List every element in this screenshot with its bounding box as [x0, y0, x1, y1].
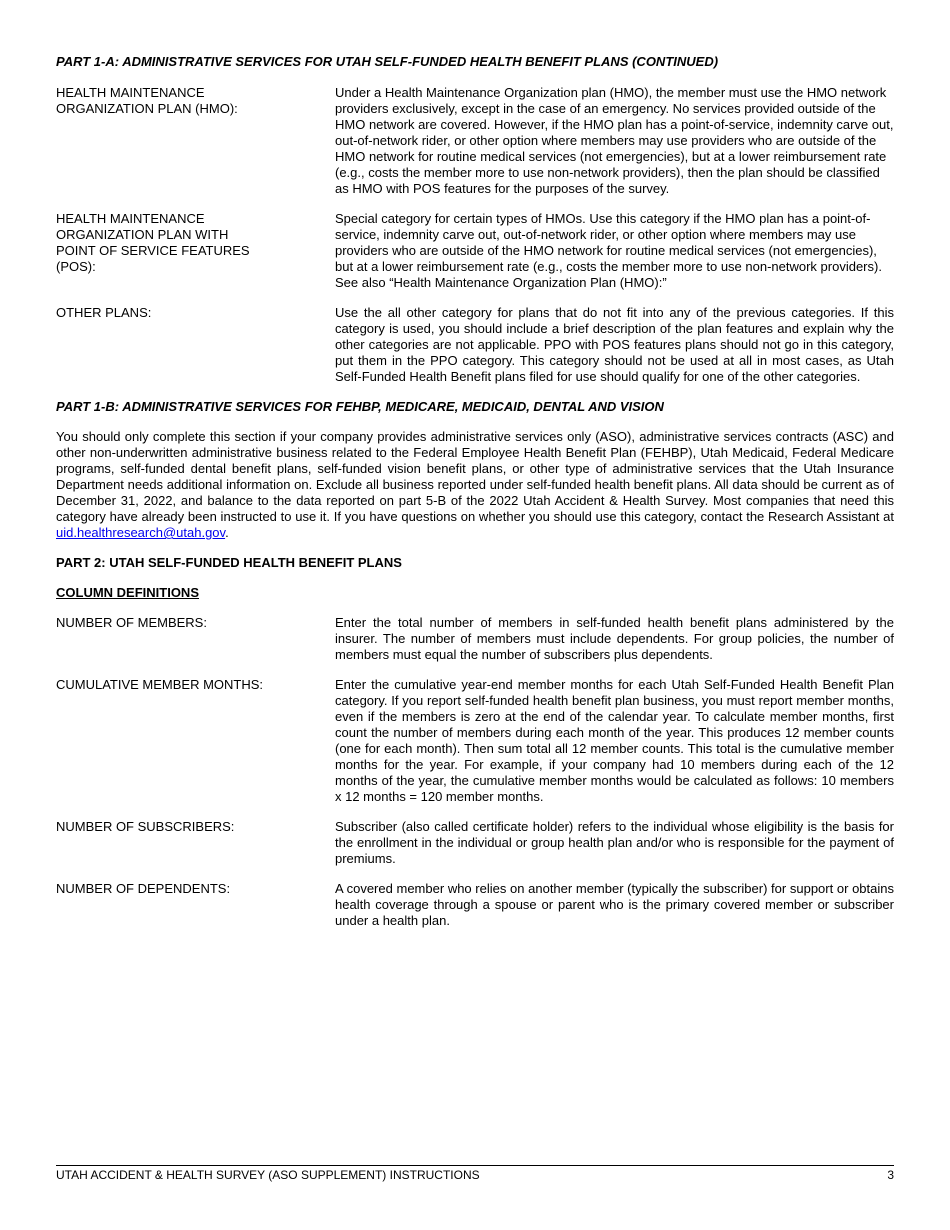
column-definitions-heading: COLUMN DEFINITIONS	[56, 585, 199, 600]
definition-text: Subscriber (also called certificate holder) refers to the individual whose eligibility is the basis for the enrollment in the individual or group health plan and/or who is responsible for the payment of premiums.	[335, 819, 894, 866]
page-footer	[56, 1165, 894, 1182]
definition-row-hmo	[56, 85, 894, 197]
definition-term: NUMBER OF SUBSCRIBERS:	[56, 819, 235, 834]
research-email-link[interactable]: uid.healthresearch@utah.gov	[56, 525, 226, 540]
definition-row-members	[56, 615, 894, 663]
definition-text: Enter the total number of members in self-funded health benefit plans administered by the insurer. The number of members must include dependents. For group policies, the number of members must equal the number of subscribers plus dependents.	[335, 615, 894, 662]
part-1b-text: You should only complete this section if your company provides administrative services only (ASO), administrative services contracts (ASC) and other non-underwritten administrative business related to the Federal Employee Health Benefit Plan (FEHBP), Utah Medicaid, Federal Medicare programs, self-funded dental benefit plans, self-funded vision benefit plans, or other type of administrative services that the Utah Insurance Department needs additional information on. Exclude all business reported under self-funded health benefit plans. All data should be current as of December 31, 2022, and balance to the data reported on part 5-B of the 2022 Utah Accident & Health Survey. Most companies that need this category have already been instructed to use it. If you have questions on whether you should use this category, contact the Research Assistant at	[56, 429, 894, 524]
definition-row-dependents	[56, 881, 894, 929]
definition-row-member-months	[56, 677, 894, 805]
definition-term: CUMULATIVE MEMBER MONTHS:	[56, 677, 264, 692]
part-1b-paragraph	[56, 429, 894, 541]
definition-text: A covered member who relies on another member (typically the subscriber) for support or obtains health coverage through a spouse or parent who is the primary covered member or subscriber under a health plan.	[335, 881, 894, 928]
definition-term: NUMBER OF MEMBERS:	[56, 615, 207, 630]
definition-row-subscribers	[56, 819, 894, 867]
page-number: 3	[887, 1168, 894, 1182]
definition-row-pos	[56, 211, 894, 291]
definition-term: HEALTH MAINTENANCE ORGANIZATION PLAN WITH POINT OF SERVICE FEATURES (POS):	[56, 211, 250, 274]
definition-text: Enter the cumulative year-end member months for each Utah Self-Funded Health Benefit Plan category. If you report self-funded health benefit plan business, you must report member months, even if the members is zero at the end of the calendar year. To calculate member months, first count the number of members during each month of the year. This produces 12 member counts (one for each month). Then sum total all 12 member counts. This total is the cumulative member months for the year. For example, if your company had 10 members during each of the 12 months of the year, the cumulative member months would be calculated as follows: 10 members x 12 months = 120 member months.	[335, 677, 894, 804]
part-1b-period: .	[225, 525, 229, 540]
part-2-heading: PART 2: UTAH SELF-FUNDED HEALTH BENEFIT PLANS	[56, 555, 402, 570]
part-1b-heading: PART 1-B: ADMINISTRATIVE SERVICES FOR FEHBP, MEDICARE, MEDICAID, DENTAL AND VISION	[56, 399, 664, 414]
definition-term: OTHER PLANS:	[56, 305, 152, 320]
part-1a-heading: PART 1-A: ADMINISTRATIVE SERVICES FOR UTAH SELF-FUNDED HEALTH BENEFIT PLANS (CONTINUED)	[56, 54, 719, 69]
footer-title: UTAH ACCIDENT & HEALTH SURVEY (ASO SUPPLEMENT) INSTRUCTIONS	[56, 1168, 480, 1182]
definition-term: HEALTH MAINTENANCE ORGANIZATION PLAN (HMO):	[56, 85, 238, 116]
definition-term: NUMBER OF DEPENDENTS:	[56, 881, 231, 896]
document-page	[56, 54, 894, 929]
definition-text: Under a Health Maintenance Organization plan (HMO), the member must use the HMO network providers exclusively, except in the case of an emergency. No services provided outside of the HMO network are covered. However, if the HMO plan has a point-of-service, indemnity carve out, out-of-network rider, or other option where members may use providers who are outside of the HMO network for routine medical services (not emergencies), but at a lower reimbursement rate (e.g., costs the member more to use non-network providers), then the plan should be classified as HMO with POS features for the purposes of the survey.	[335, 85, 894, 196]
definition-text: Special category for certain types of HMOs. Use this category if the HMO plan has a point-of-service, indemnity carve out, out-of-network rider, or other option where members may use providers who are outside of the HMO network for routine medical services (not emergencies), but at a lower reimbursement rate (e.g., costs the member more to use non-network providers). See also “Health Maintenance Organization Plan (HMO):”	[335, 211, 882, 290]
definition-row-other-plans	[56, 305, 894, 385]
definition-text: Use the all other category for plans that do not fit into any of the previous categories. If this category is used, you should include a brief description of the plan features and explain why the other categories are not applicable. PPO with POS features plans should not go in this category, put them in the PPO category. This category should not be used at all in most cases, as Utah Self-Funded Health Benefit plans filed for use should qualify for one of the other categories.	[335, 305, 894, 384]
